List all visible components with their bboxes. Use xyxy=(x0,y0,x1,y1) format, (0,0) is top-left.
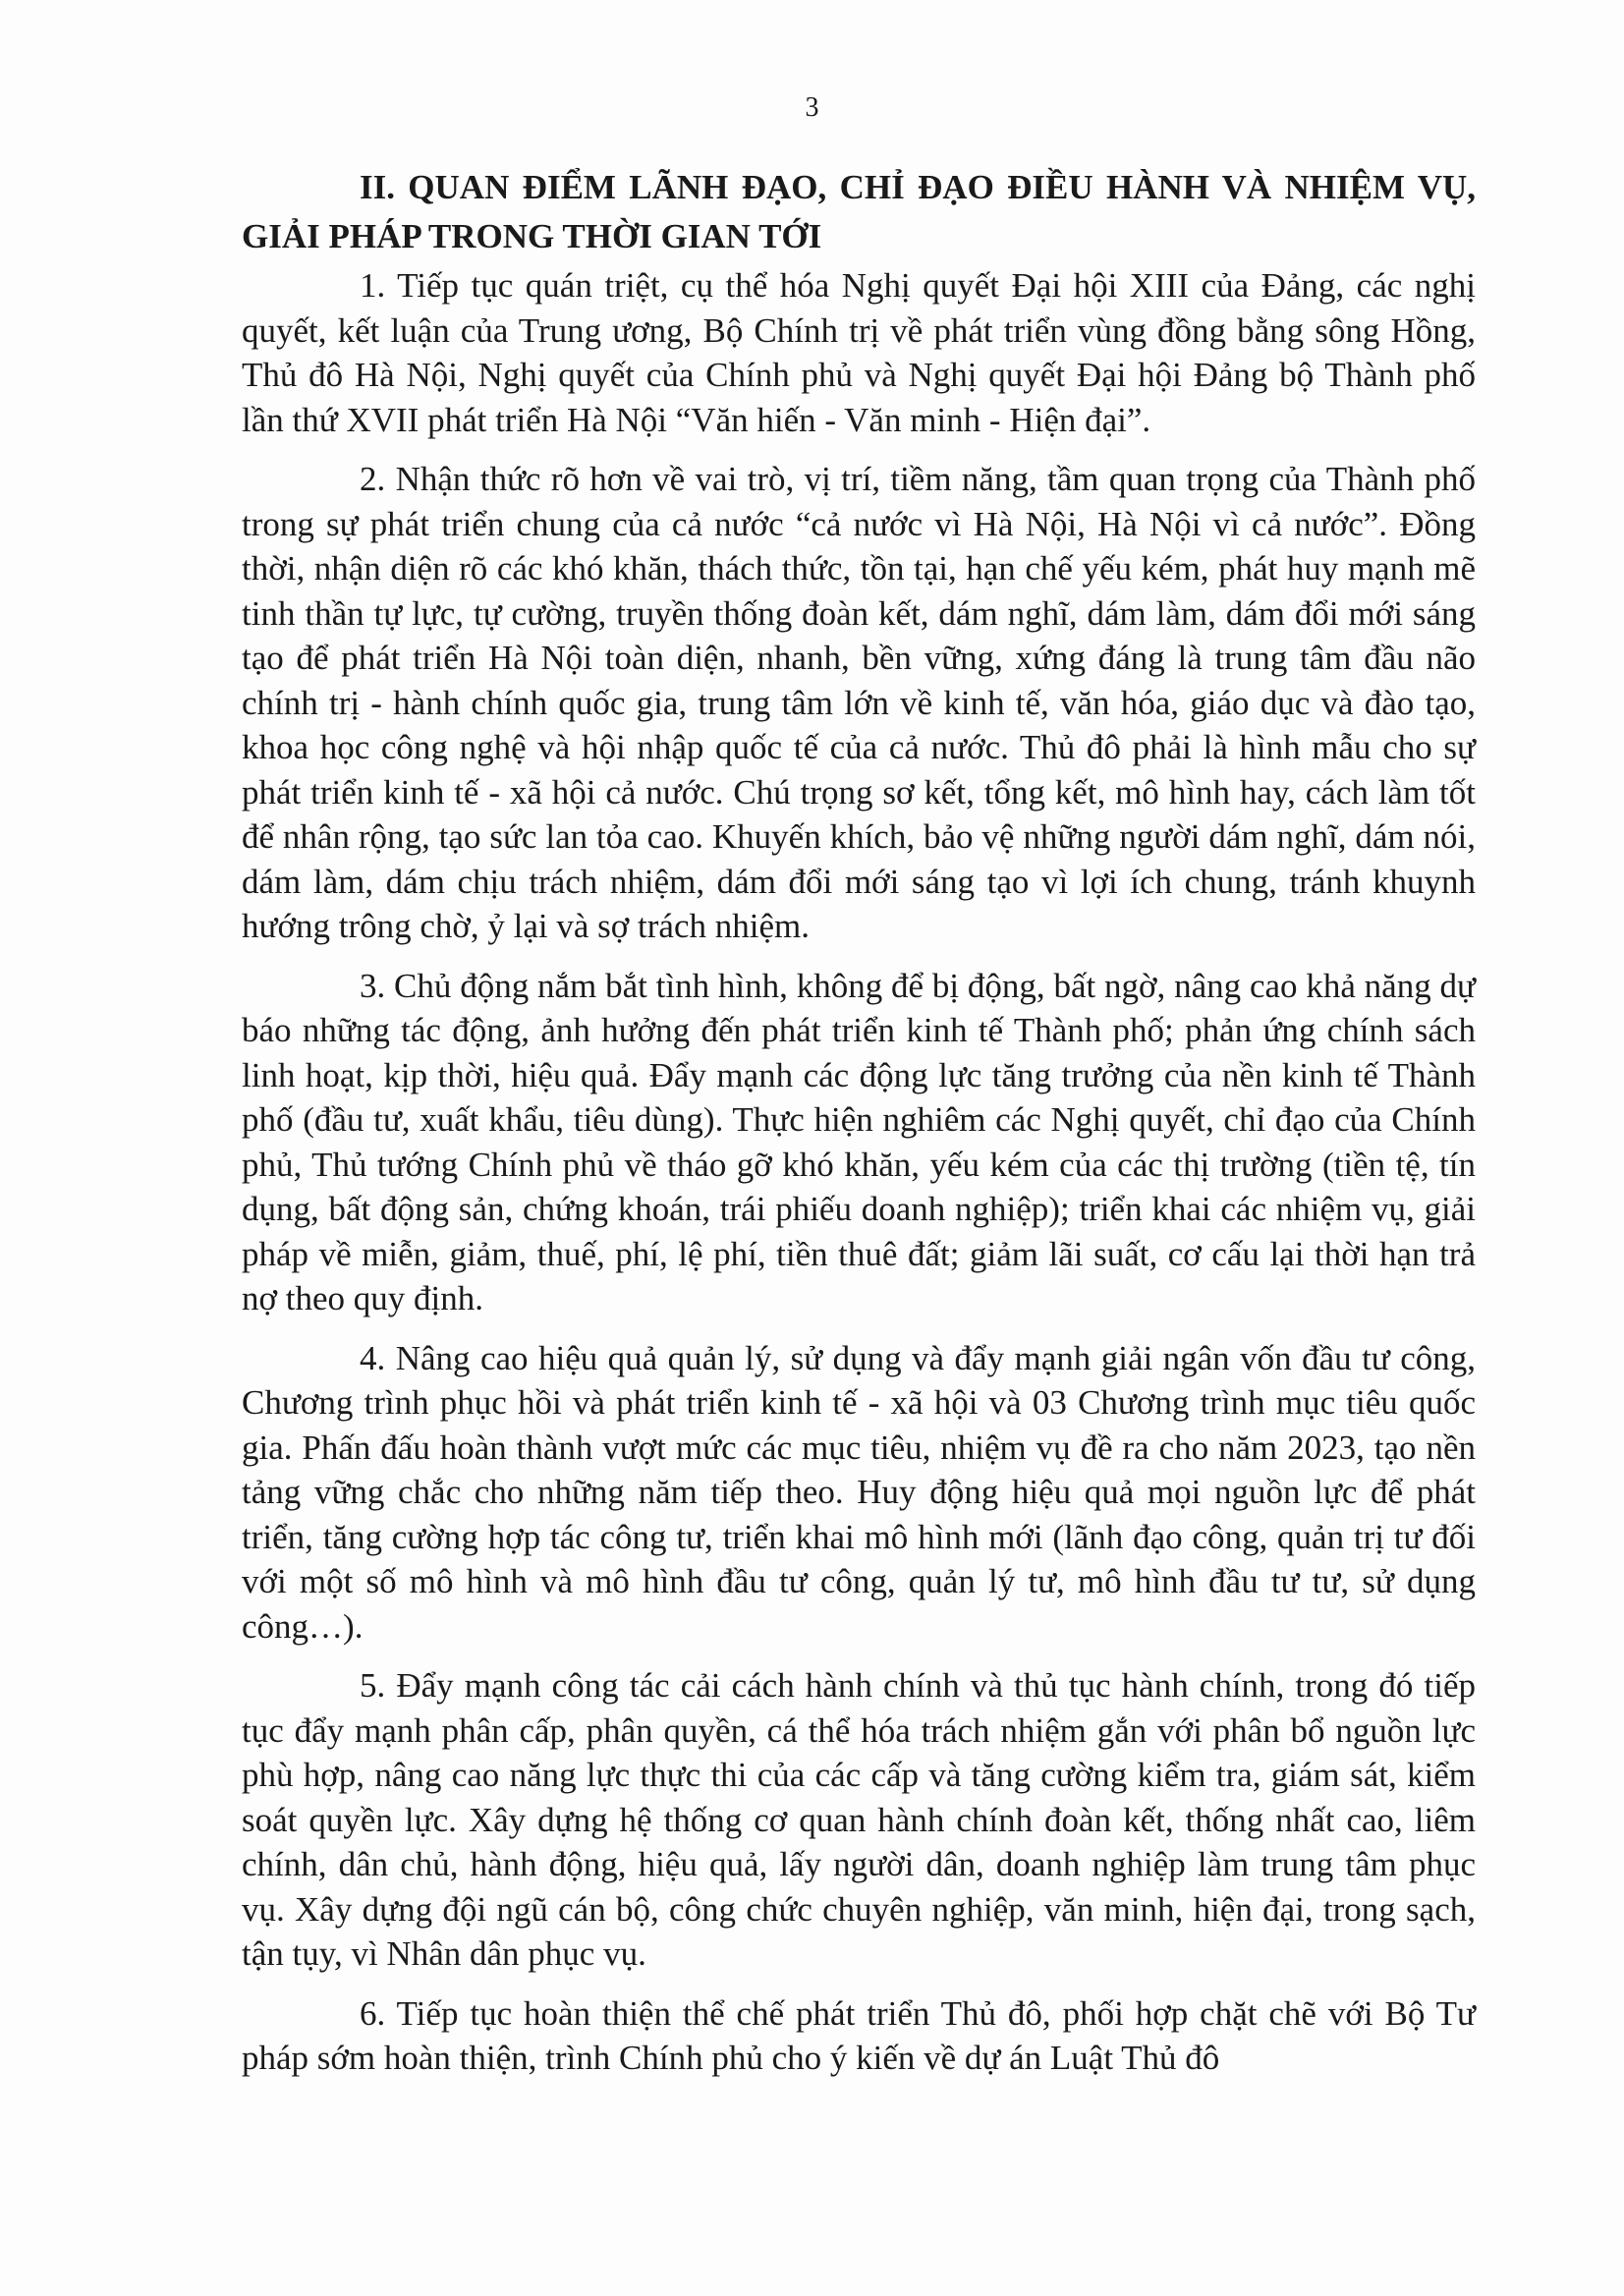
paragraph-3: 3. Chủ động nắm bắt tình hình, không để bị động, bất ngờ, nâng cao khả năng dự báo những tác động, ảnh hưởng đến phát triển kinh tế Thành phố; phản ứng chính sách linh hoạt, kịp thời, hiệu quả. Đẩy mạnh các động lực tăng trưởng của nền kinh tế Thành phố (đầu tư, xuất khẩu, tiêu dùng). Thực hiện nghiêm các Nghị quyết, chỉ đạo của Chính phủ, Thủ tướng Chính phủ về tháo gỡ khó khăn, yếu kém của các thị trường (tiền tệ, tín dụng, bất động sản, chứng khoán, trái phiếu doanh nghiệp); triển khai các nhiệm vụ, giải pháp về miễn, giảm, thuế, phí, lệ phí, tiền thuê đất; giảm lãi suất, cơ cấu lại thời hạn trả nợ theo quy định. xyxy=(242,966,1476,1317)
paragraph-4: 4. Nâng cao hiệu quả quản lý, sử dụng và đẩy mạnh giải ngân vốn đầu tư công, Chương trình phục hồi và phát triển kinh tế - xã hội và 03 Chương trình mục tiêu quốc gia. Phấn đấu hoàn thành vượt mức các mục tiêu, nhiệm vụ đề ra cho năm 2023, tạo nền tảng vững chắc cho những năm tiếp theo. Huy động hiệu quả mọi nguồn lực để phát triển, tăng cường hợp tác công tư, triển khai mô hình mới (lãnh đạo công, quản trị tư đối với một số mô hình và mô hình đầu tư công, quản lý tư, mô hình đầu tư tư, sử dụng công…). xyxy=(242,1338,1476,1646)
section-heading: II. QUAN ĐIỂM LÃNH ĐẠO, CHỈ ĐẠO ĐIỀU HÀNH VÀ NHIỆM VỤ, GIẢI PHÁP TRONG THỜI GIAN TỚI xyxy=(242,168,1476,255)
paragraph-1: 1. Tiếp tục quán triệt, cụ thể hóa Nghị quyết Đại hội XIII của Đảng, các nghị quyết, kết luận của Trung ương, Bộ Chính trị về phát triển vùng đồng bằng sông Hồng, Thủ đô Hà Nội, Nghị quyết của Chính phủ và Nghị quyết Đại hội Đảng bộ Thành phố lần thứ XVII phát triển Hà Nội “Văn hiến - Văn minh - Hiện đại”. xyxy=(242,266,1476,439)
paragraph-2: 2. Nhận thức rõ hơn về vai trò, vị trí, tiềm năng, tầm quan trọng của Thành phố trong sự phát triển chung của cả nước “cả nước vì Hà Nội, Hà Nội vì cả nước”. Đồng thời, nhận diện rõ các khó khăn, thách thức, tồn tại, hạn chế yếu kém, phát huy mạnh mẽ tinh thần tự lực, tự cường, truyền thống đoàn kết, dám nghĩ, dám làm, dám đổi mới sáng tạo để phát triển Hà Nội toàn diện, nhanh, bền vững, xứng đáng là trung tâm đầu não chính trị - hành chính quốc gia, trung tâm lớn về kinh tế, văn hóa, giáo dục và đào tạo, khoa học công nghệ và hội nhập quốc tế của cả nước. Thủ đô phải là hình mẫu cho sự phát triển kinh tế - xã hội cả nước. Chú trọng sơ kết, tổng kết, mô hình hay, cách làm tốt để nhân rộng, tạo sức lan tỏa cao. Khuyến khích, bảo vệ những người dám nghĩ, dám nói, dám làm, dám chịu trách nhiệm, dám đổi mới sáng tạo vì lợi ích chung, tránh khuynh hướng trông chờ, ỷ lại và sợ trách nhiệm. xyxy=(242,460,1476,945)
paragraph-6: 6. Tiếp tục hoàn thiện thể chế phát triển Thủ đô, phối hợp chặt chẽ với Bộ Tư pháp sớm hoàn thiện, trình Chính phủ cho ý kiến về dự án Luật Thủ đô xyxy=(242,1993,1476,2077)
document-body xyxy=(242,163,1476,2081)
paragraph-5: 5. Đẩy mạnh công tác cải cách hành chính và thủ tục hành chính, trong đó tiếp tục đẩy mạnh phân cấp, phân quyền, cá thể hóa trách nhiệm gắn với phân bổ nguồn lực phù hợp, nâng cao năng lực thực thi của các cấp và tăng cường kiểm tra, giám sát, kiểm soát quyền lực. Xây dựng hệ thống cơ quan hành chính đoàn kết, thống nhất cao, liêm chính, dân chủ, hành động, hiệu quả, lấy người dân, doanh nghiệp làm trung tâm phục vụ. Xây dựng đội ngũ cán bộ, công chức chuyên nghiệp, văn minh, hiện đại, trong sạch, tận tụy, vì Nhân dân phục vụ. xyxy=(242,1666,1476,1973)
page-number: 3 xyxy=(805,92,819,123)
